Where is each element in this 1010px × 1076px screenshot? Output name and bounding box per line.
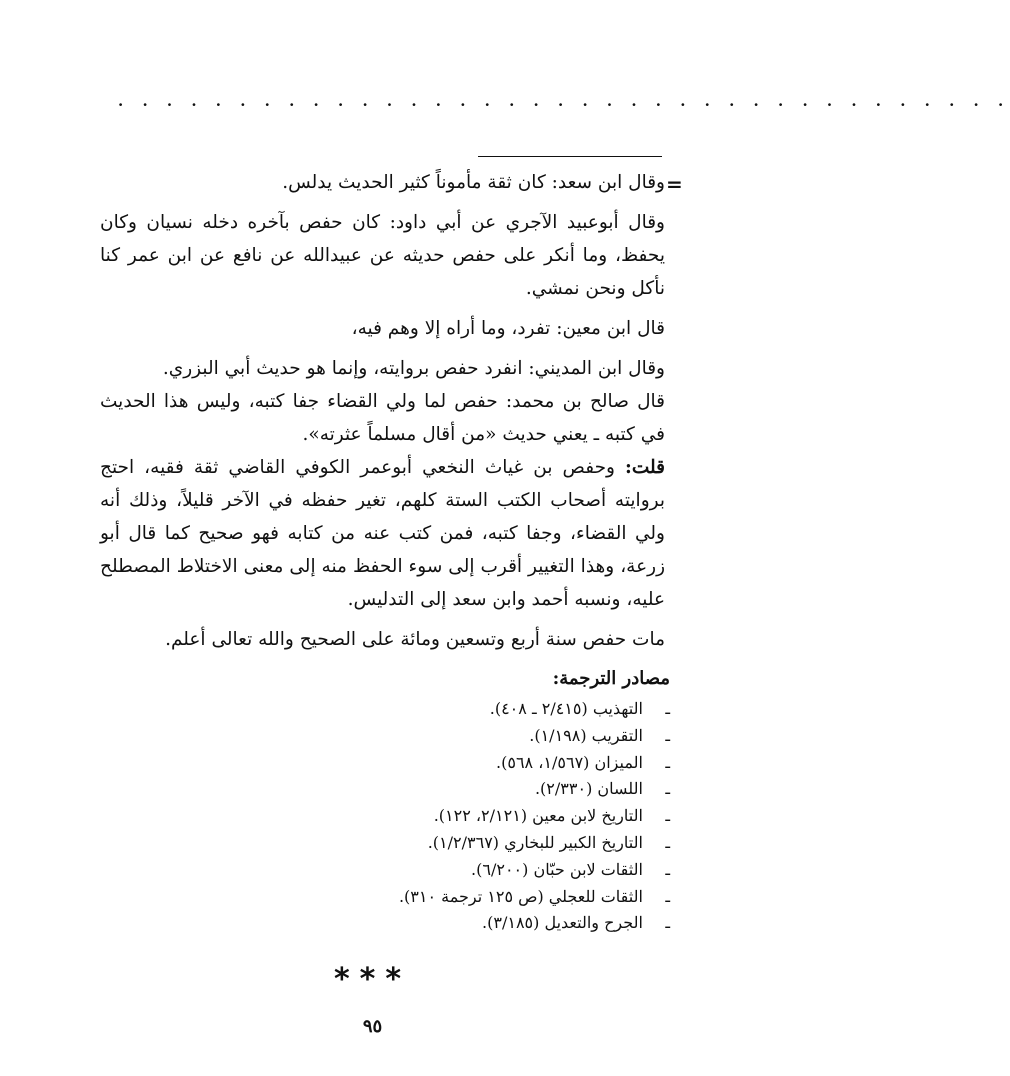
section-separator: ***	[333, 962, 412, 997]
source-item	[300, 803, 670, 830]
source-text: الثقات للعجلي (ص ١٢٥ ترجمة ٣١٠).	[398, 886, 643, 906]
source-text: الجرح والتعديل (٣/١٨٥).	[482, 913, 643, 933]
dash-marker: ـ	[665, 806, 670, 826]
continuation-marker: =	[666, 172, 683, 196]
source-item	[300, 723, 670, 750]
source-item	[300, 884, 670, 911]
source-item	[300, 750, 670, 777]
paragraph-ibn-madini: وقال ابن المديني: انفرد حفص بروايته، وإنما هو حديث أبي البزري.	[162, 358, 665, 379]
dash-marker: ـ	[665, 832, 670, 852]
source-text: التقريب (١/١٩٨).	[529, 725, 643, 745]
source-text: التاريخ لابن معين (٢/١٢١، ١٢٢).	[433, 806, 643, 826]
page-number: ٩٥	[362, 1016, 383, 1037]
dash-marker: ـ	[665, 886, 670, 906]
source-text: التهذيب (٢/٤١٥ ـ ٤٠٨).	[489, 699, 643, 718]
source-item	[300, 696, 670, 723]
paragraph-ibn-maeen: قال ابن معين: تفرد، وما أراه إلا وهم فيه،	[351, 318, 665, 339]
sources-section	[300, 664, 670, 937]
sources-list	[300, 696, 670, 937]
qult-label: قلت:	[625, 457, 665, 478]
source-item	[300, 830, 670, 857]
source-text: التاريخ الكبير للبخاري (١/٢/٣٦٧).	[427, 832, 643, 852]
paragraph-ibn-saad: وقال ابن سعد: كان ثقة مأموناً كثير الحديث يدلس.	[282, 172, 665, 193]
source-item	[300, 910, 670, 937]
dash-marker: ـ	[665, 699, 670, 718]
dash-marker: ـ	[665, 779, 670, 799]
source-text: الميزان (١/٥٦٧، ٥٦٨).	[496, 752, 643, 772]
dash-marker: ـ	[665, 752, 670, 772]
footnote-rule	[478, 156, 662, 157]
paragraph-qult	[100, 451, 665, 616]
source-text: اللسان (٢/٣٣٠).	[534, 779, 643, 799]
header-dotted-line: . . . . . . . . . . . . . . . . . . . . . . . . . . . . . . . . . . . . .	[118, 92, 1010, 110]
source-item	[300, 776, 670, 803]
paragraph-salih: قال صالح بن محمد: حفص لما ولي القضاء جفا كتبه، وليس هذا الحديث في كتبه ـ يعني حديث «من أقال مسلماً عثرته».	[100, 391, 665, 445]
paragraph-death: مات حفص سنة أربع وتسعين ومائة على الصحيح والله تعالى أعلم.	[165, 629, 665, 650]
dash-marker: ـ	[665, 913, 670, 933]
dash-marker: ـ	[665, 859, 670, 879]
source-item	[300, 857, 670, 884]
paragraph-ajurri: وقال أبوعبيد الآجري عن أبي داود: كان حفص بآخره دخله نسيان وكان يحفظ، وما أنكر على حفص حديثه عن عبيدالله عن نافع عن ابن عمر كنا نأكل ونحن نمشي.	[100, 212, 665, 299]
sources-title: مصادر الترجمة:	[552, 668, 670, 689]
qult-text: وحفص بن غياث النخعي أبوعمر الكوفي القاضي ثقة فقيه، احتج بروايته أصحاب الكتب الستة كلهم، تغير حفظه في الآخر قليلاً، وذلك أنه ولي القضاء، وجفا كتبه، فمن كتب عنه من كتابه فهو صحيح كما قال أبو زرعة، وهذا التغيير أقرب إلى سوء الحفظ منه إلى معنى الاختلاط المصطلح عليه، ونسبه أحمد وابن سعد إلى التدليس.	[100, 457, 665, 610]
source-text: الثقات لابن حبّان (٦/٢٠٠).	[471, 859, 643, 879]
dash-marker: ـ	[665, 725, 670, 745]
main-text	[100, 166, 665, 663]
